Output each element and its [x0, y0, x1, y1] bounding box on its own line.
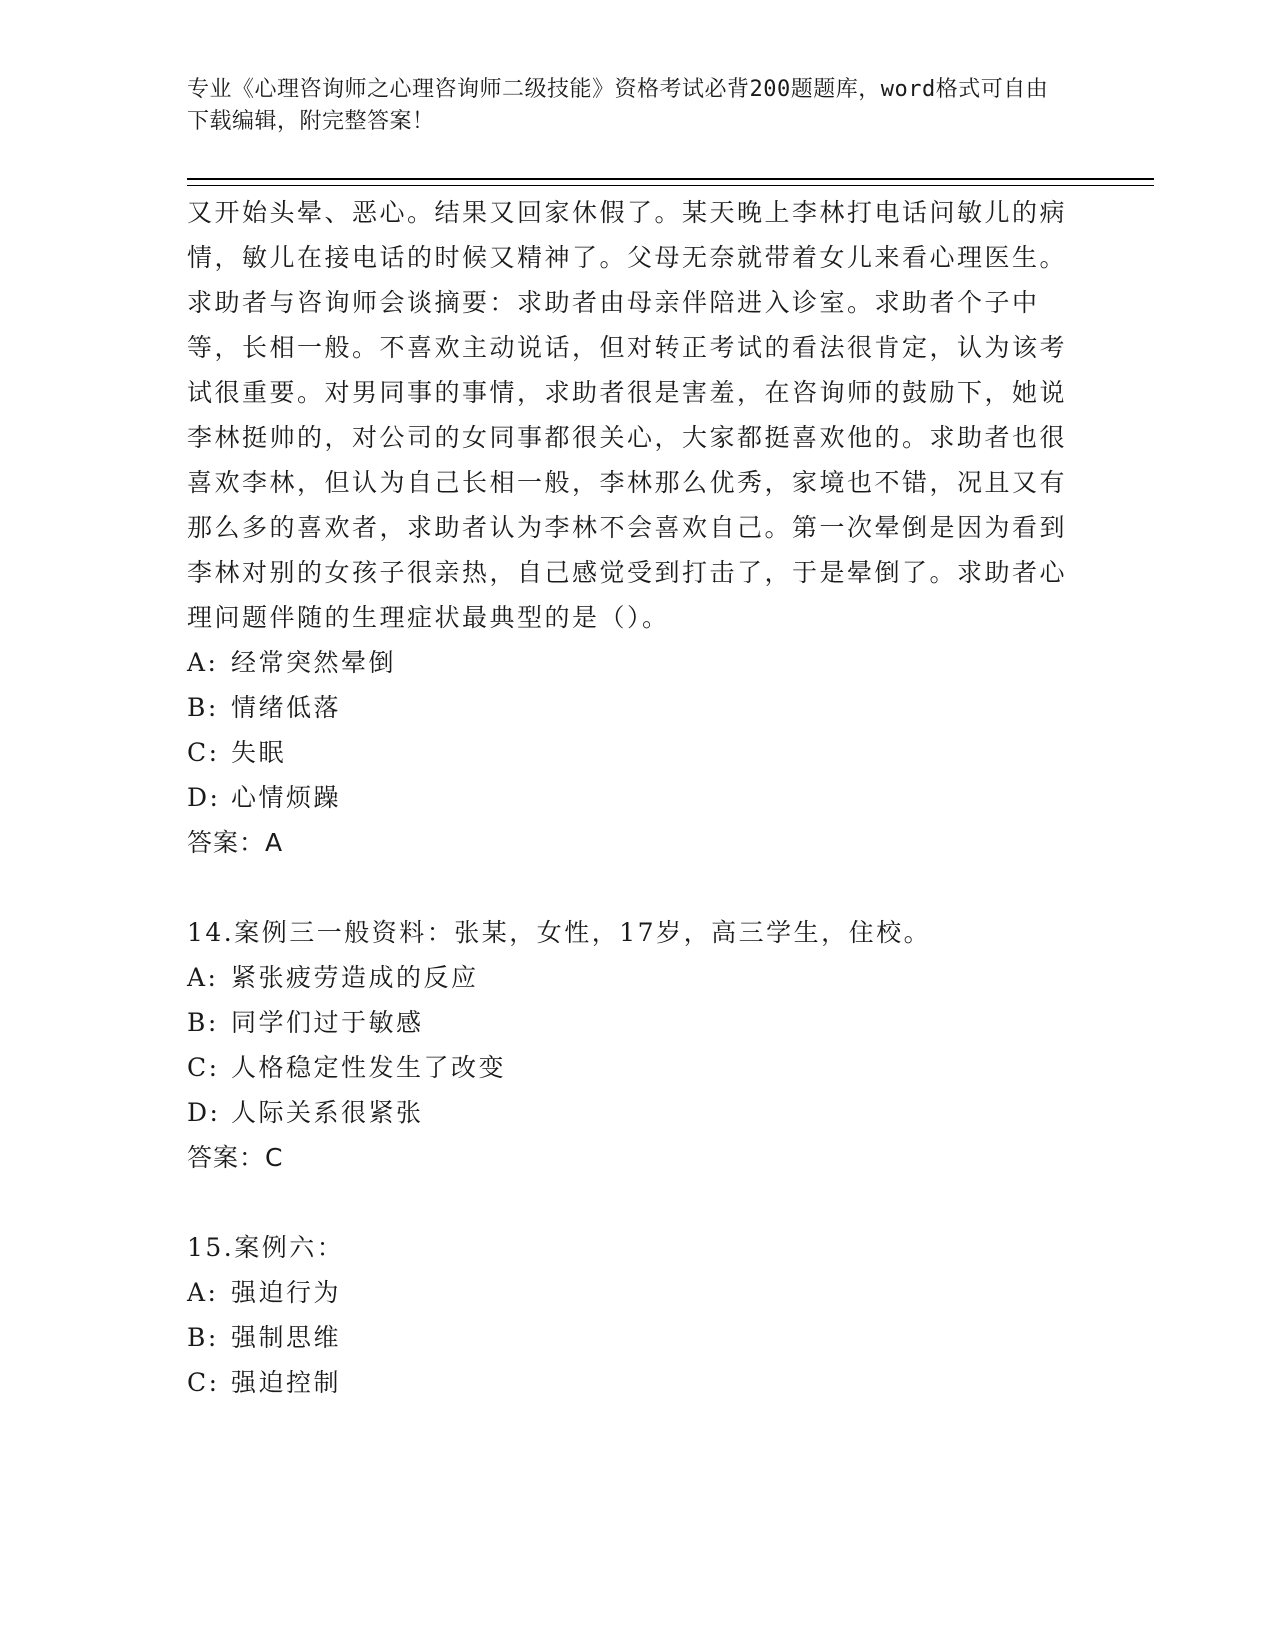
question-15-option-b: [187, 1315, 1067, 1360]
question-13-option-a: [187, 640, 1067, 685]
question-14-option-b: [187, 1000, 1067, 1045]
option-key: C:: [187, 1053, 220, 1082]
option-key: A:: [187, 648, 219, 677]
option-text: 人格稳定性发生了改变: [231, 1053, 507, 1082]
question-13-answer: 答案：A: [187, 828, 284, 857]
option-text: 情绪低落: [231, 693, 342, 722]
option-text: 紧张疲劳造成的反应: [231, 963, 479, 992]
document-header: 专业《心理咨询师之心理咨询师二级技能》资格考试必背200题题库，word格式可自由下载编辑，附完整答案！: [187, 77, 1049, 134]
question-13-option-c: [187, 730, 1067, 775]
option-key: B:: [187, 1008, 219, 1037]
option-key: C:: [187, 1368, 220, 1397]
option-text: 人际关系很紧张: [231, 1098, 424, 1127]
question-14-stem: 14.案例三一般资料：张某，女性，17岁，高三学生，住校。: [187, 918, 932, 947]
question-13-continued: [187, 190, 1067, 865]
option-key: D:: [187, 783, 221, 812]
option-text: 强迫控制: [231, 1368, 342, 1397]
question-15-option-c: [187, 1360, 1067, 1405]
question-13-option-d: [187, 775, 1067, 820]
option-key: A:: [187, 963, 219, 992]
document-body: [187, 190, 1067, 1405]
option-key: B:: [187, 1323, 219, 1352]
option-key: B:: [187, 693, 219, 722]
option-key: D:: [187, 1098, 221, 1127]
question-15-option-a: [187, 1270, 1067, 1315]
question-13-option-b: [187, 685, 1067, 730]
question-spacer: [187, 865, 1067, 910]
option-text: 强迫行为: [231, 1278, 342, 1307]
option-text: 经常突然晕倒: [231, 648, 397, 677]
question-spacer: [187, 1180, 1067, 1225]
option-key: C:: [187, 738, 220, 767]
question-14-option-c: [187, 1045, 1067, 1090]
question-14-option-d: [187, 1090, 1067, 1135]
question-15: [187, 1225, 1067, 1405]
option-key: A:: [187, 1278, 219, 1307]
question-14-option-a: [187, 955, 1067, 1000]
header-divider-thin: [187, 185, 1154, 186]
option-text: 同学们过于敏感: [231, 1008, 424, 1037]
question-14-answer: 答案：C: [187, 1143, 284, 1172]
option-text: 强制思维: [231, 1323, 342, 1352]
option-text: 失眠: [231, 738, 287, 767]
header-divider-thick: [187, 178, 1154, 180]
question-13-paragraph: 又开始头晕、恶心。结果又回家休假了。某天晚上李林打电话问敏儿的病情，敏儿在接电话的时候又精神了。父母无奈就带着女儿来看心理医生。求助者与咨询师会谈摘要：求助者由母亲伴陪进入诊室。求助者个子中等，长相一般。不喜欢主动说话，但对转正考试的看法很肯定，认为该考试很重要。对男同事的事情，求助者很是害羞，在咨询师的鼓励下，她说李林挺帅的，对公司的女同事都很关心，大家都挺喜欢他的。求助者也很喜欢李林，但认为自己长相一般，李林那么优秀，家境也不错，况且又有那么多的喜欢者，求助者认为李林不会喜欢自己。第一次晕倒是因为看到李林对别的女孩子很亲热，自己感觉受到打击了，于是晕倒了。求助者心理问题伴随的生理症状最典型的是（）。: [187, 198, 1068, 632]
option-text: 心情烦躁: [231, 783, 342, 812]
question-15-stem: 15.案例六：: [187, 1233, 345, 1262]
question-14: [187, 910, 1067, 1180]
